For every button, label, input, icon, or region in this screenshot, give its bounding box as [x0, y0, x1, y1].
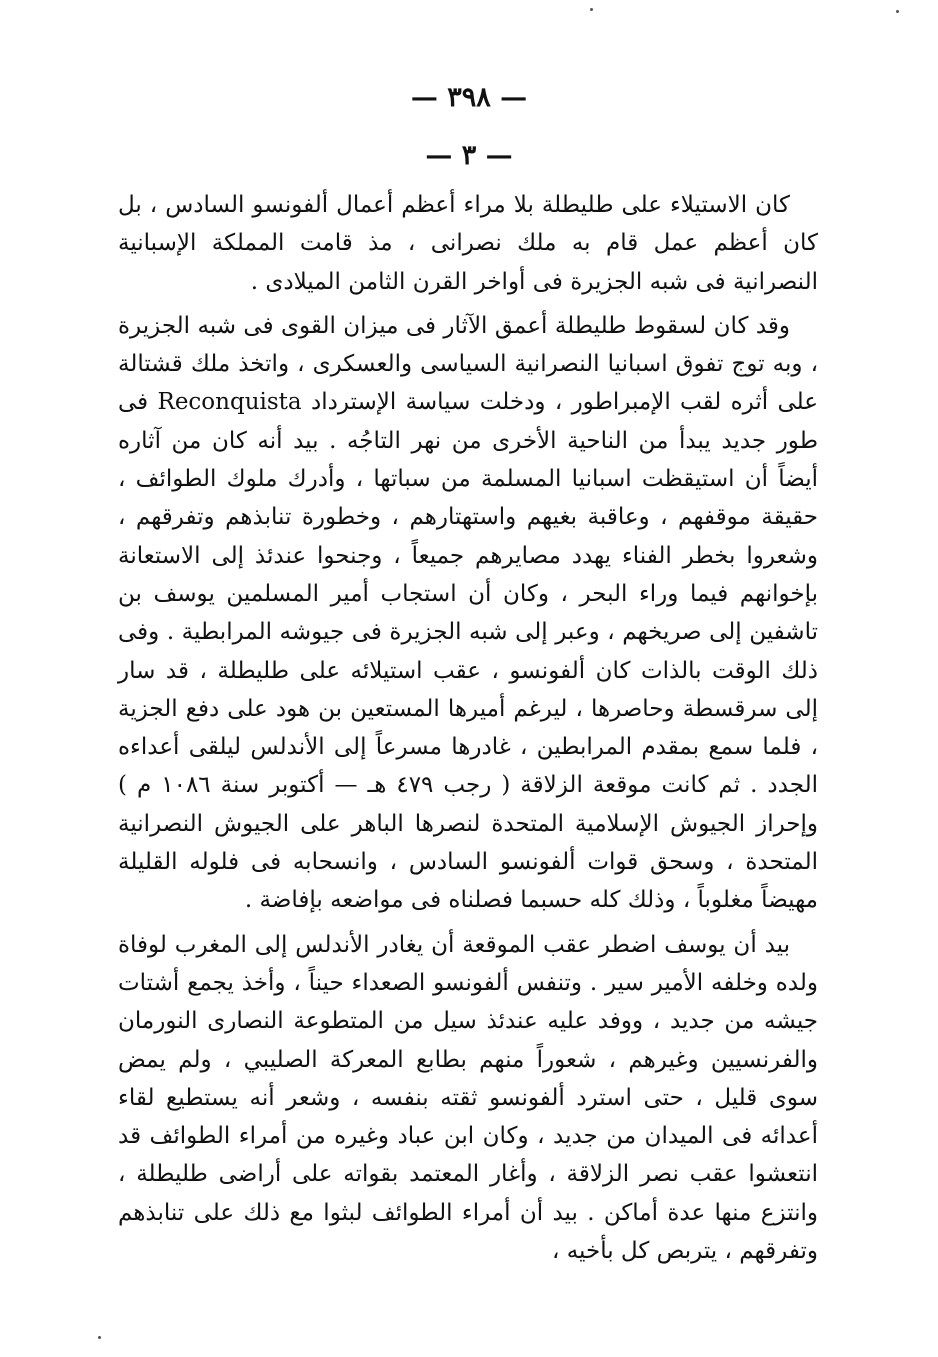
body-text — [118, 186, 818, 1270]
page-number: — ٣٩٨ — — [410, 82, 528, 113]
section-number: — ٣ — — [425, 140, 513, 171]
paragraph-2: وقد كان لسقوط طليطلة أعمق الآثار فى ميزان القوى فى شبه الجزيرة ، وبه توج تفوق اسبانيا النصرانية السياسى والعسكرى ، واتخذ ملك قشتالة على أثره لقب الإمبراطور ، ودخلت سياسة الإسترداد Reconquista فى طور جديد يبدأ من الناحية الأخرى من نهر التاجُه . بيد أنه كان من آثاره أيضاً أن استيقظت اسبانيا المسلمة من سباتها ، وأدرك ملوك الطوائف ، حقيقة موقفهم ، وعاقبة بغيهم واستهتارهم ، وخطورة تنابذهم وتفرقهم ، وشعروا بخطر الفناء يهدد مصايرهم جميعاً ، وجنحوا عندئذ إلى الاستعانة بإخوانهم فيما وراء البحر ، وكان أن استجاب أمير المسلمين يوسف بن تاشفين إلى صريخهم ، وعبر إلى شبه الجزيرة فى جيوشه المرابطية . وفى ذلك الوقت بالذات كان ألفونسو ، عقب استيلائه على طليطلة ، قد سار إلى سرقسطة وحاصرها ، ليرغم أميرها المستعين بن هود على دفع الجزية ، فلما سمع بمقدم المرابطين ، غادرها مسرعاً إلى الأندلس ليلقى أعداءه الجدد . ثم كانت موقعة الزلاقة ( رجب ٤٧٩ هـ — أكتوبر سنة ١٠٨٦ م ) وإحراز الجيوش الإسلامية المتحدة لنصرها الباهر على الجيوش النصرانية المتحدة ، وسحق قوات ألفونسو السادس ، وانسحابه فى فلوله القليلة مهيضاً مغلوباً ، وذلك كله حسبما فصلناه فى مواضعه بإفاضة . — [118, 312, 818, 914]
scan-speck — [896, 10, 899, 13]
scan-speck — [98, 1336, 101, 1339]
scan-speck — [590, 8, 593, 11]
paragraph-3: بيد أن يوسف اضطر عقب الموقعة أن يغادر الأندلس إلى المغرب لوفاة ولده وخلفه الأمير سير . وتنفس ألفونسو الصعداء حيناً ، وأخذ يجمع أشتات جيشه من جديد ، ووفد عليه عندئذ سيل من المتطوعة النصارى النورمان والفرنسيين وغيرهم ، شعوراً منهم بطابع المعركة الصليبي ، ولم يمض سوى قليل ، حتى استرد ألفونسو ثقته بنفسه ، وشعر أنه يستطيع لقاء أعدائه فى الميدان من جديد ، وكان ابن عباد وغيره من أمراء الطوائف قد انتعشوا عقب نصر الزلاقة ، وأغار المعتمد بقواته على أراضى طليطلة ، وانتزع منها عدة أماكن . بيد أن أمراء الطوائف لبثوا مع ذلك على تنابذهم وتفرقهم ، يتربص كل بأخيه ، — [118, 931, 818, 1265]
paragraph-1: كان الاستيلاء على طليطلة بلا مراء أعظم أعمال ألفونسو السادس ، بل كان أعظم عمل قام به ملك نصرانى ، مذ قامت المملكة الإسبانية النصرانية فى شبه الجزيرة فى أواخر القرن الثامن الميلادى . — [118, 192, 818, 295]
